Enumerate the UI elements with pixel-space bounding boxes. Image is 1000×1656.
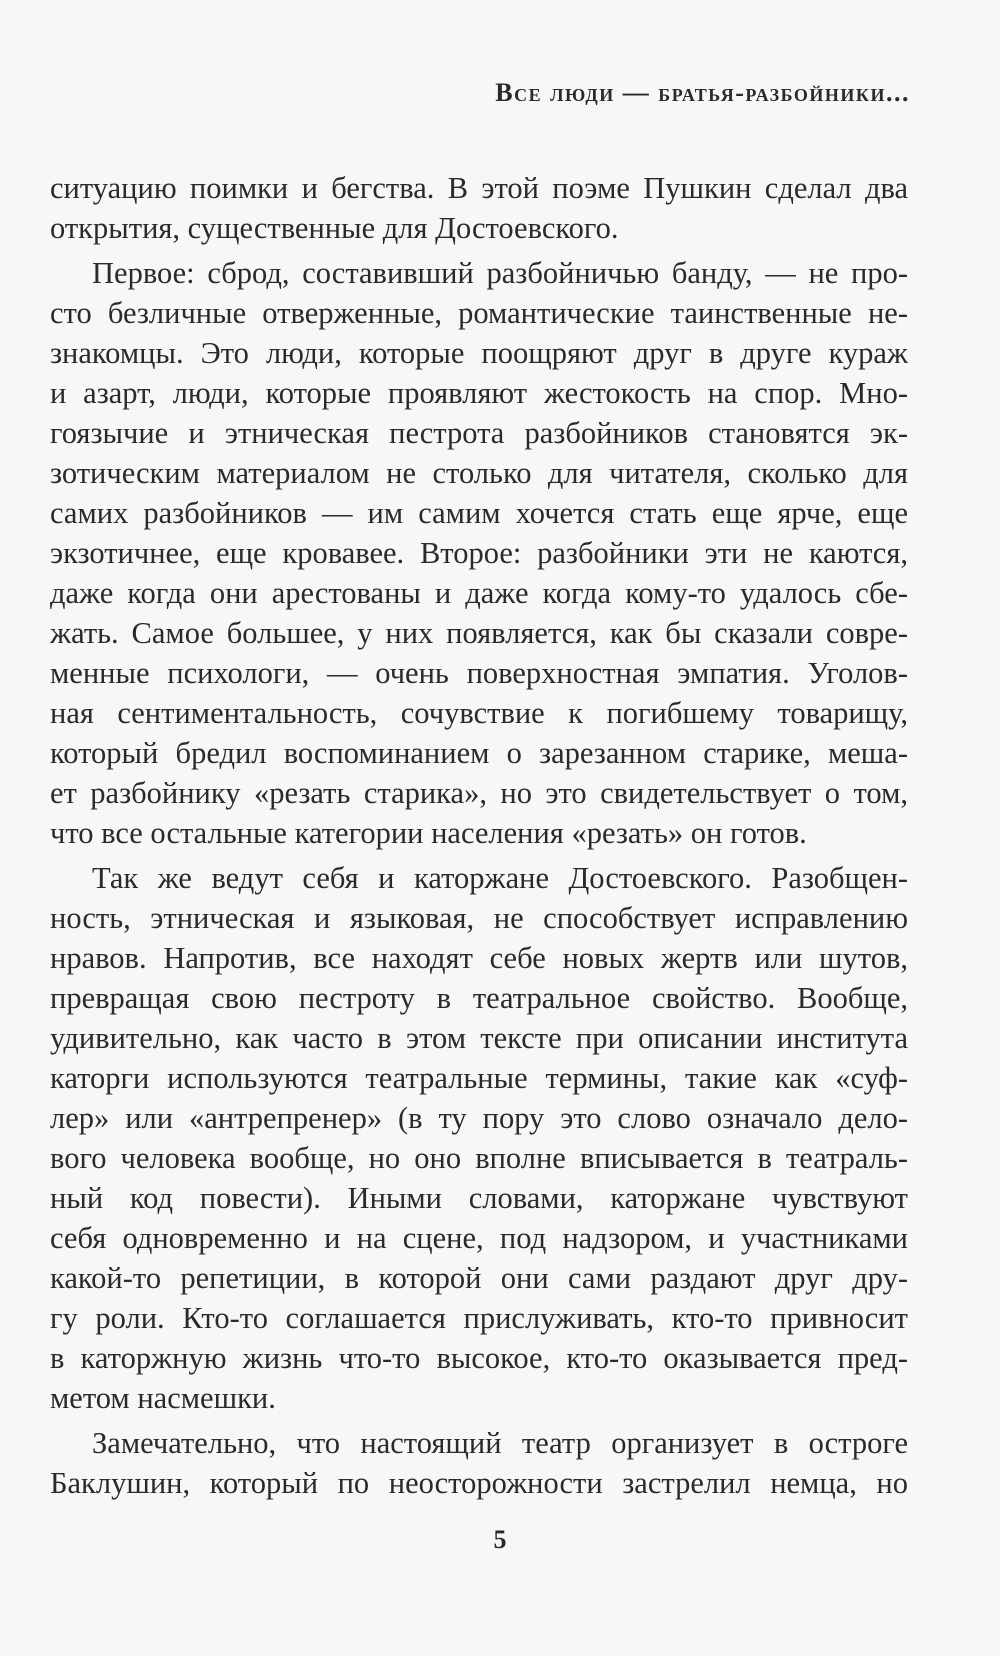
text-line: знакомцы. Это люди, которые поощряют друг в друге кураж — [50, 336, 908, 370]
paragraph-first-line: Так же ведут себя и каторжане Достоевского. Разобщен- — [92, 861, 908, 895]
text-line: что все остальные категории населения «резать» он готов. — [50, 816, 807, 850]
text-line: экзотичнее, еще кровавее. Второе: разбойники эти не каются, — [50, 536, 908, 570]
text-line: и азарт, люди, которые проявляют жестокость на спор. Мно- — [50, 376, 908, 410]
text-line: метом насмешки. — [50, 1381, 276, 1415]
text-line: зотическим материалом не столько для читателя, сколько для — [50, 456, 908, 490]
text-line: какой-то репетиции, в которой они сами раздают друг дру- — [50, 1261, 908, 1295]
text-line: удивительно, как часто в этом тексте при описании института — [50, 1021, 908, 1055]
text-line: ет разбойнику «резать старика», но это свидетельствует о том, — [50, 776, 908, 810]
text-line: себя одновременно и на сцене, под надзором, и участниками — [50, 1221, 908, 1255]
text-line: ная сентиментальность, сочувствие к погибшему товарищу, — [50, 696, 908, 730]
text-line: гу роли. Кто-то соглашается прислуживать, кто-то привносит — [50, 1301, 908, 1335]
text-line: Баклушин, который по неосторожности застрелил немца, но — [50, 1466, 908, 1500]
text-line: самих разбойников — им самим хочется стать еще ярче, еще — [50, 496, 908, 530]
text-line: превращая свою пестроту в театральное свойство. Вообще, — [50, 981, 908, 1015]
text-line: даже когда они арестованы и даже когда кому-то удалось сбе- — [50, 576, 908, 610]
text-line: каторги используются театральные термины, такие как «суф- — [50, 1061, 908, 1095]
page-number: 5 — [493, 1525, 507, 1554]
text-line: гоязычие и этническая пестрота разбойников становятся эк- — [50, 416, 908, 450]
running-head-title: Все люди — братья-разбойники... — [495, 78, 910, 107]
text-line: ность, этническая и языковая, не способствует исправлению — [50, 901, 908, 935]
text-line: менные психологи, — очень поверхностная эмпатия. Уголов- — [50, 656, 908, 690]
text-line: нравов. Напротив, все находят себе новых жертв или шутов, — [50, 941, 908, 975]
paragraph-first-line: Первое: сброд, составивший разбойничью банду, — не про- — [92, 256, 908, 290]
text-line: жать. Самое большее, у них появляется, как бы сказали совре- — [50, 616, 908, 650]
text-line: ный код повести). Иными словами, каторжане чувствуют — [50, 1181, 908, 1215]
text-line: открытия, существенные для Достоевского. — [50, 211, 619, 245]
text-line: лер» или «антрепренер» (в ту пору это слово означало дело- — [50, 1101, 908, 1135]
text-line: который бредил воспоминанием о зарезанном старике, меша- — [50, 736, 908, 770]
text-line: сто безличные отверженные, романтические таинственные не- — [50, 296, 908, 330]
text-line: вого человека вообще, но оно вполне вписывается в театраль- — [50, 1141, 908, 1175]
paragraph-first-line: Замечательно, что настоящий театр организует в остроге — [92, 1426, 908, 1460]
text-line: ситуацию поимки и бегства. В этой поэме Пушкин сделал два — [50, 171, 908, 205]
text-line: в каторжную жизнь что-то высокое, кто-то оказывается пред- — [50, 1341, 908, 1375]
